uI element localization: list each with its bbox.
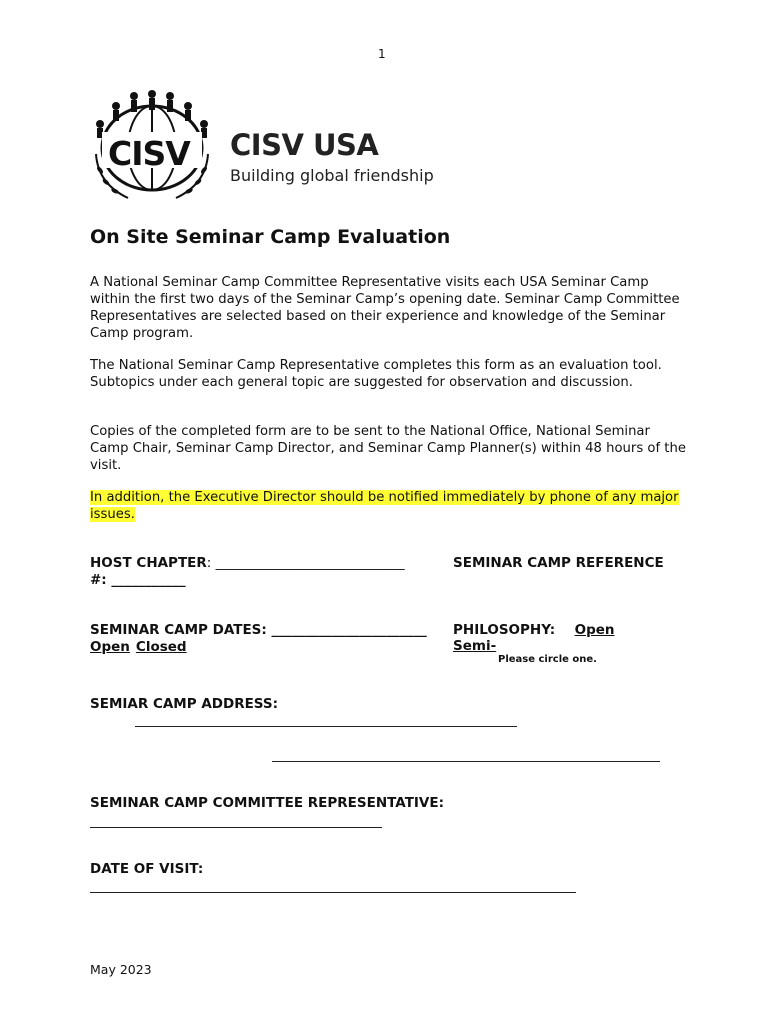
- visit-date-line[interactable]: [90, 892, 576, 893]
- highlighted-notice: In addition, the Executive Director should be notified immediately by phone of any major issues.: [90, 490, 679, 522]
- host-chapter-blank[interactable]: : ____________________________: [206, 555, 405, 571]
- host-chapter-label: HOST CHAPTER: [90, 555, 207, 571]
- notice-paragraph: [90, 489, 690, 523]
- philosophy-field: [453, 622, 683, 654]
- reference-blank[interactable]: #: ___________: [90, 572, 186, 588]
- option-closed[interactable]: Closed: [135, 639, 187, 655]
- address-line-2[interactable]: [272, 761, 660, 762]
- visit-date-label: DATE OF VISIT:: [90, 861, 204, 877]
- representative-line[interactable]: [90, 827, 382, 828]
- address-label: SEMIAR CAMP ADDRESS:: [90, 696, 279, 712]
- footer-date: May 2023: [90, 962, 152, 977]
- option-semi-open-part2[interactable]: Open: [90, 639, 130, 655]
- logo-badge-text: CISV: [108, 134, 190, 173]
- document-title: On Site Seminar Camp Evaluation: [90, 226, 451, 248]
- philosophy-options-cont: [90, 639, 193, 655]
- option-semi-open-part1[interactable]: Semi-: [453, 638, 497, 654]
- circle-instruction: Please circle one.: [498, 654, 597, 665]
- camp-dates-field[interactable]: SEMINAR CAMP DATES: _______________________: [90, 622, 427, 638]
- page-number: 1: [378, 47, 386, 61]
- option-open[interactable]: Open: [574, 622, 615, 638]
- instructions-paragraph: The National Seminar Camp Representative completes this form as an evaluation tool. Subtopics under each general topic are suggested for observation and discussion.: [90, 358, 662, 390]
- camp-reference-label: SEMINAR CAMP REFERENCE: [453, 555, 664, 571]
- logo-tagline: Building global friendship: [230, 166, 434, 185]
- cisv-logo: [88, 88, 458, 206]
- distribution-paragraph: Copies of the completed form are to be sent to the National Office, National Seminar Camp Chair, Seminar Camp Director, and Seminar Camp Planner(s) within 48 hours of the visit.: [90, 424, 686, 473]
- intro-paragraph: A National Seminar Camp Committee Representative visits each USA Seminar Camp within the first two days of the Seminar Camp’s opening date. Seminar Camp Committee Representatives are selected based on their experience and knowledge of the Seminar Camp program.: [90, 275, 680, 341]
- logo-org-name: CISV USA: [230, 128, 379, 162]
- philosophy-label: PHILOSOPHY:: [453, 622, 556, 638]
- representative-label: SEMINAR CAMP COMMITTEE REPRESENTATIVE:: [90, 795, 445, 811]
- host-chapter-field[interactable]: [90, 555, 405, 571]
- address-line-1[interactable]: [135, 726, 517, 727]
